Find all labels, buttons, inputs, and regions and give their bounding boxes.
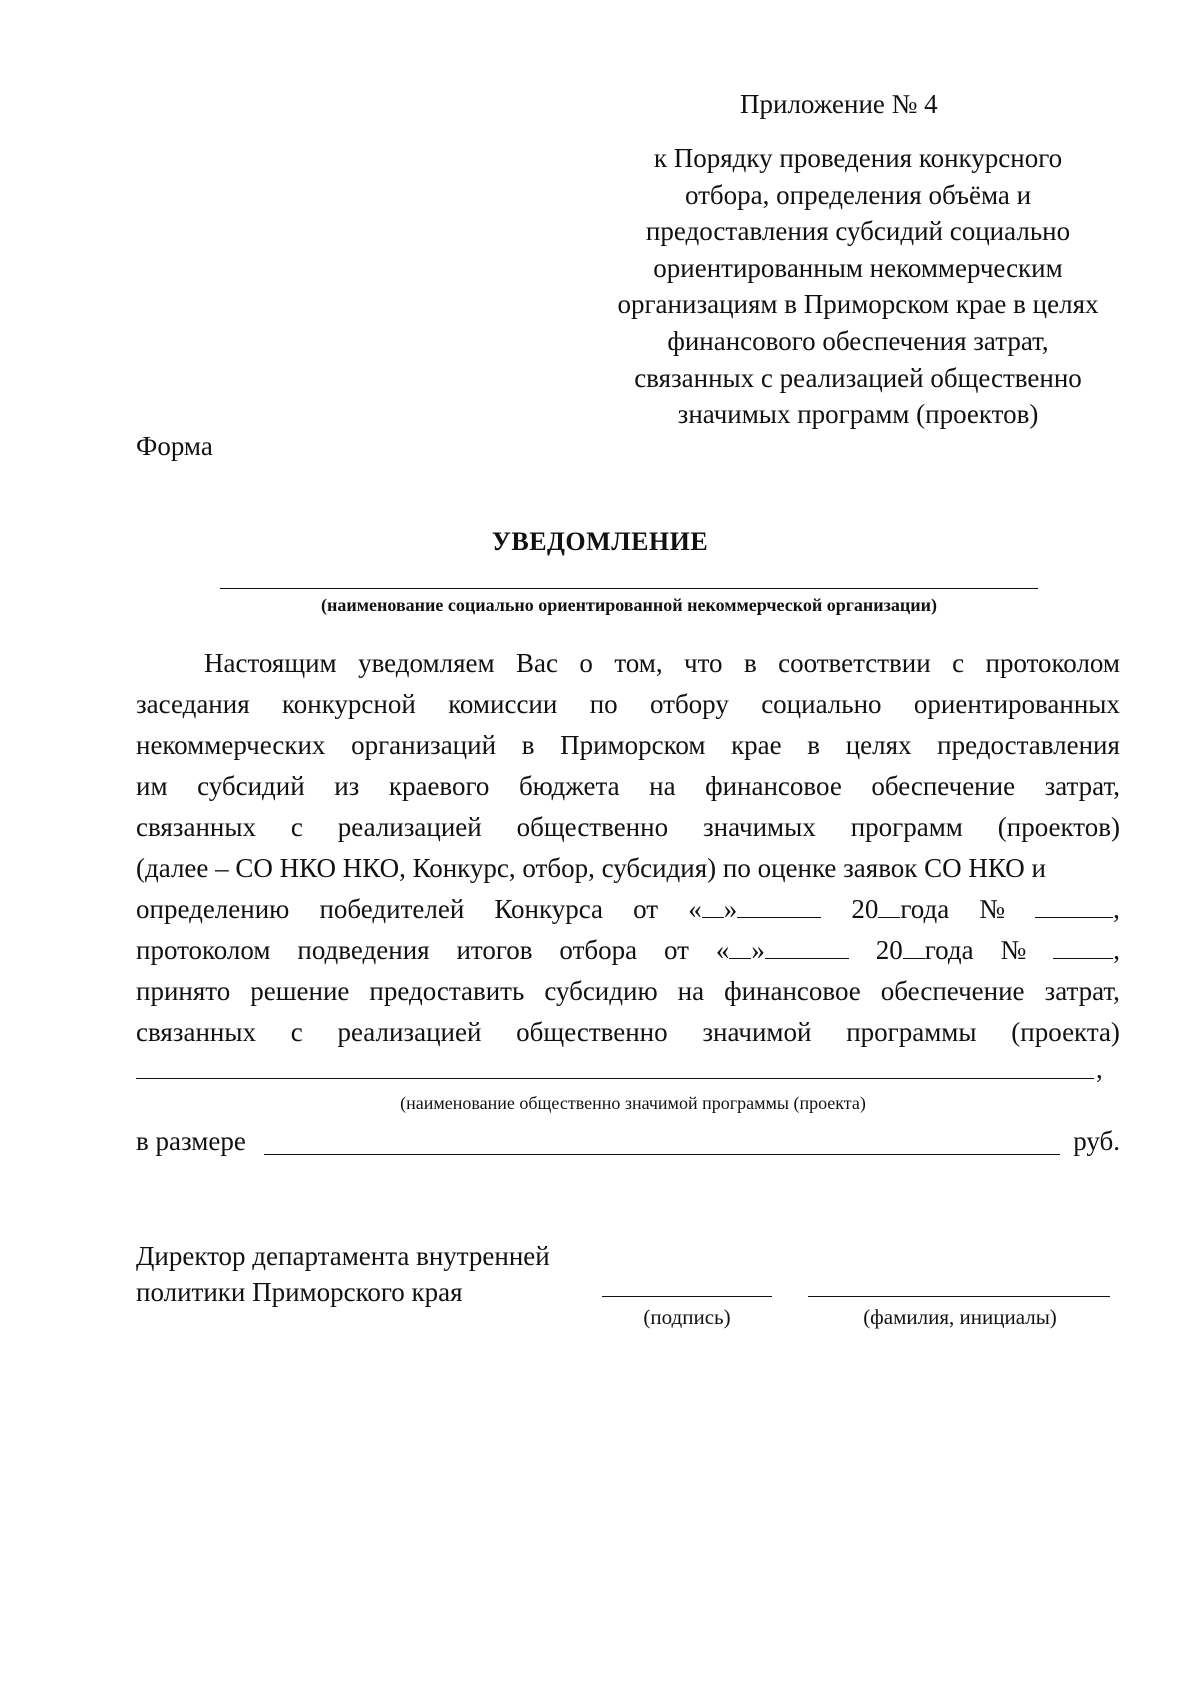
body-line: заседания конкурсной комиссии по отбору социально ориентированных (136, 689, 1120, 719)
amount-row (136, 1124, 1120, 1158)
body-line: определению победителей Конкурса от « » 20 года № , (136, 894, 1120, 924)
amount-label: в размере (136, 1126, 246, 1156)
body-line: принято решение предоставить субсидию на финансовое обеспечение затрат, (136, 976, 1120, 1006)
year-blank (878, 895, 900, 918)
name-line (808, 1296, 1110, 1297)
document-title: УВЕДОМЛЕНИЕ (491, 527, 709, 556)
body-line: (далее – СО НКО НКО, Конкурс, отбор, субсидия) по оценке заявок СО НКО и (136, 853, 1046, 883)
appendix-line: организациям в Приморском крае в целях (617, 289, 1099, 320)
program-name-caption: (наименование общественно значимой программы (проекта) (400, 1093, 866, 1113)
appendix-line: отбора, определения объёма и (684, 179, 1032, 210)
day-blank (702, 895, 724, 918)
program-name-line (136, 1078, 1094, 1079)
body-line: связанных с реализацией общественно значимых программ (проектов) (136, 812, 1120, 842)
signature-caption: (подпись) (643, 1305, 731, 1329)
results-date-field: « » (716, 933, 849, 967)
appendix-line: к Порядку проведения конкурсного (653, 143, 1063, 173)
organization-name-line (220, 588, 1038, 589)
director-title-line: политики Приморского края (136, 1277, 463, 1307)
amount-line (264, 1154, 1060, 1155)
day-blank (729, 936, 751, 959)
form-label: Форма (136, 431, 213, 461)
appendix-subtitle (588, 140, 1128, 433)
month-blank (765, 936, 849, 959)
body-line: протоколом подведения итогов отбора от « » 20 года № , (136, 935, 1120, 965)
amount-unit: руб. (1073, 1126, 1120, 1156)
results-number-field: , (1053, 933, 1120, 967)
protocol-year-field: 20 года (851, 894, 950, 924)
signature-line (602, 1296, 772, 1297)
appendix-line: связанных с реализацией общественно (634, 362, 1082, 393)
notice-body (136, 646, 1120, 1046)
director-title (136, 1238, 550, 1310)
appendix-line: ориентированным некоммерческим (653, 252, 1063, 283)
program-name-comma: , (1096, 1054, 1103, 1084)
appendix-line: предоставления субсидий социально (645, 216, 1071, 247)
appendix-title: Приложение № 4 (740, 89, 938, 119)
year-blank (903, 936, 925, 959)
body-line: им субсидий из краевого бюджета на финансовое обеспечение затрат, (136, 771, 1120, 801)
month-blank (737, 895, 821, 918)
director-title-line: Директор департамента внутренней (136, 1241, 550, 1271)
results-year-field: 20 года (875, 935, 974, 965)
body-line: связанных с реализацией общественно значимой программы (проекта) (136, 1017, 1120, 1047)
name-caption: (фамилия, инициалы) (863, 1305, 1057, 1329)
organization-name-caption: (наименование социально ориентированной некоммерческой организации) (321, 595, 937, 615)
appendix-line: финансового обеспечения затрат, (667, 325, 1049, 356)
protocol-number-field: , (1035, 892, 1120, 926)
appendix-line: значимых программ (проектов) (677, 399, 1039, 430)
protocol-date-field: « » (688, 892, 821, 926)
body-line: Настоящим уведомляем Вас о том, что в соответствии с протоколом (204, 648, 1120, 678)
body-line: некоммерческих организаций в Приморском крае в целях предоставления (136, 730, 1120, 760)
number-blank (1035, 895, 1113, 918)
number-blank (1053, 936, 1113, 959)
